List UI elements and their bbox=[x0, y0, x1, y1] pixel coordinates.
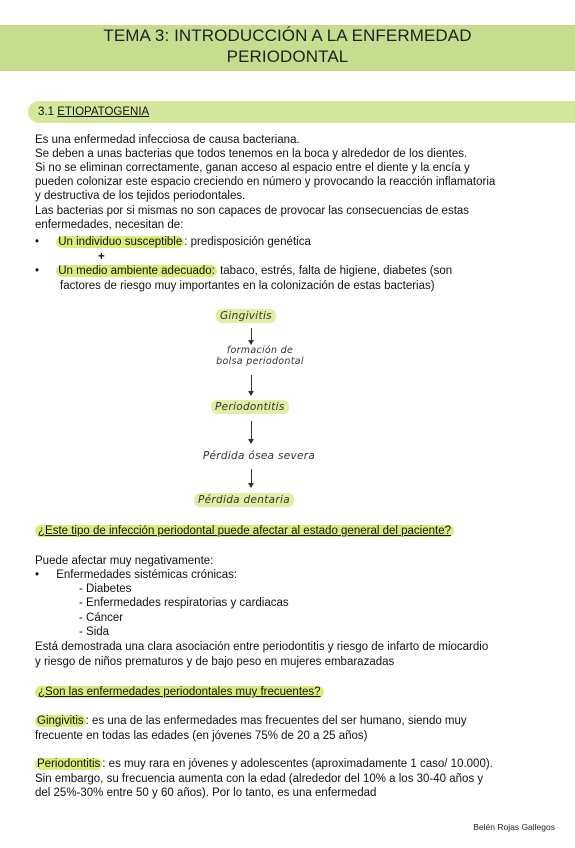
intro-line-2: Se deben a unas bacterias que todos tenemos en la boca y alrededor de los dientes. bbox=[35, 148, 468, 160]
need-rest-2: tabaco, estrés, falta de higiene, diabetes (son bbox=[216, 265, 453, 277]
down-arrow-icon bbox=[251, 469, 252, 487]
plus-sign: + bbox=[98, 251, 105, 263]
flow-step-gingivitis: Gingivitis bbox=[216, 309, 276, 323]
down-arrow-icon bbox=[251, 375, 252, 395]
need-item-2-cont: factores de riesgo muy importantes en la colonización de estas bacterias) bbox=[60, 280, 435, 292]
flow-step-bolsa-line-2: bolsa periodontal bbox=[216, 356, 304, 367]
need-item-1 bbox=[35, 236, 311, 250]
bullet-dot: • bbox=[35, 569, 40, 581]
gingivitis-line-1 bbox=[35, 715, 467, 729]
question-2-text: ¿Son las enfermedades periodontales muy frecuentes? bbox=[35, 686, 324, 698]
question-1-text: ¿Este tipo de infección periodontal puede afectar al estado general del paciente? bbox=[35, 525, 454, 537]
periodontitis-line-2: Sin embargo, su frecuencia aumenta con la edad (alrededor del 10% a los 30-40 años y bbox=[35, 773, 484, 785]
gingivitis-text: : es una de las enfermedades mas frecuentes del ser humano, siendo muy bbox=[85, 715, 467, 727]
need-item-2 bbox=[35, 265, 452, 279]
document-title bbox=[0, 25, 575, 71]
bullet-dot: • bbox=[35, 265, 40, 277]
periodontitis-label: Periodontitis bbox=[37, 758, 101, 770]
intro-line-1: Es una enfermedad infecciosa de causa bacteriana. bbox=[35, 134, 300, 146]
gingivitis-line-2: frecuente en todas las edades (en jóvenes 75% de 20 a 25 años) bbox=[35, 730, 368, 742]
answer-1-intro: Puede afectar muy negativamente: bbox=[35, 555, 214, 567]
question-2 bbox=[35, 686, 324, 700]
intro-line-6: Las bacterias por si mismas no son capaces de provocar las consecuencias de estas bbox=[35, 205, 470, 217]
intro-line-4: pueden colonizar este espacio creciendo en número y provocando la reacción inflamatoria bbox=[35, 176, 496, 188]
flow-step-bolsa-line-1: formación de bbox=[226, 345, 294, 356]
flow-step-perdida-dentaria: Pérdida dentaria bbox=[194, 493, 294, 507]
answer-1-bullet bbox=[35, 569, 237, 583]
author-footer: Belén Rojas Gallegos bbox=[473, 822, 555, 832]
periodontitis-text: : es muy rara en jóvenes y adolescentes (aproximadamente 1 caso/ 10.000). bbox=[102, 758, 493, 770]
intro-line-3: Si no se eliminan correctamente, ganan acceso al espacio entre el diente y la encía y bbox=[35, 162, 470, 174]
section-title: ETIOPATOGENIA bbox=[57, 106, 150, 118]
association-line-1: Está demostrada una clara asociación entre periodontitis y riesgo de infarto de miocardio bbox=[35, 641, 489, 653]
gingivitis-label: Gingivitis bbox=[37, 715, 84, 727]
disease-item-4: - Sida bbox=[79, 626, 110, 638]
question-1 bbox=[35, 525, 454, 539]
need-highlight-1: Un individuo susceptible bbox=[58, 236, 183, 248]
down-arrow-icon bbox=[251, 421, 252, 443]
association-line-2: y riesgo de niños prematuros y de bajo peso en mujeres embarazadas bbox=[35, 656, 395, 668]
down-arrow-icon bbox=[251, 328, 252, 344]
flow-step-bolsa bbox=[204, 345, 316, 367]
title-line-2: PERIODONTAL bbox=[226, 47, 349, 66]
section-number: 3.1 bbox=[38, 106, 54, 118]
section-heading bbox=[28, 101, 575, 123]
disease-item-3: - Cáncer bbox=[79, 612, 124, 624]
intro-line-5: y destructiva de los tejidos periodontales. bbox=[35, 190, 246, 202]
flow-step-perdida-osea: Pérdida ósea severa bbox=[202, 450, 316, 462]
need-rest-1: : predisposición genética bbox=[184, 236, 311, 248]
disease-item-1: - Diabetes bbox=[79, 583, 132, 595]
disease-item-2: - Enfermedades respiratorias y cardiacas bbox=[79, 597, 289, 609]
answer-1-bullet-text: Enfermedades sistémicas crónicas: bbox=[56, 569, 238, 581]
bullet-dot: • bbox=[35, 236, 40, 248]
flow-step-periodontitis: Periodontitis bbox=[211, 400, 289, 414]
need-highlight-2: Un medio ambiente adecuado: bbox=[58, 265, 215, 277]
periodontitis-line-1 bbox=[35, 758, 493, 772]
title-line-1: TEMA 3: INTRODUCCIÓN A LA ENFERMEDAD bbox=[103, 26, 472, 45]
intro-line-7: enfermedades, necesitan de: bbox=[35, 219, 184, 231]
periodontitis-line-3: del 25%-30% entre 50 y 60 años). Por lo tanto, es una enfermedad bbox=[35, 787, 377, 799]
